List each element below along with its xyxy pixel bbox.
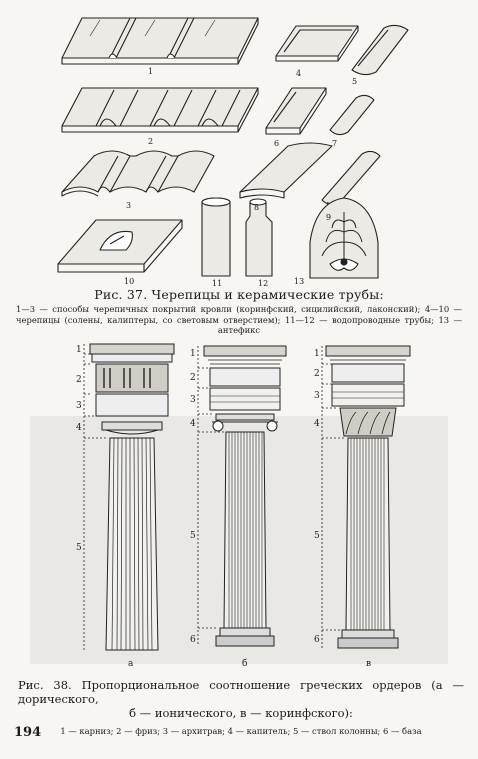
figure-38-legend: 1 — карниз; 2 — фриз; 3 — архитрав; 4 — капитель; 5 — ствол колонны; 6 — база [60,726,422,736]
corinthian-level-5: 5 [314,531,320,541]
tile-7 [330,95,374,134]
figure-37-caption [16,287,462,336]
tile-10 [58,220,182,272]
column-label-a: а [128,659,134,669]
label-5: 5 [352,77,358,86]
ionic-level-1: 1 [190,349,196,359]
corinthian-level-1: 1 [314,349,320,359]
corinthian-level-4: 4 [314,419,320,429]
corinthian-level-3: 3 [314,391,320,401]
ionic-level-4: 4 [190,419,196,429]
label-6: 6 [274,139,280,148]
ionic-level-2: 2 [190,373,196,383]
doric-level-2: 2 [76,375,82,385]
figure-37-title: Рис. 37. Черепицы и керамические трубы: [94,287,384,302]
tile-set-3 [62,151,214,196]
tile-6 [266,88,326,134]
label-8: 8 [254,203,260,212]
figure-37-legend: 1—3 — способы черепичных покрытий кровли (коринфский, сицилийский, лаконский); 4—10 — черепицы (солены, калиптеры, со световым отверстием); 11—12 — водопроводные трубы; 13 — антефикс [16,304,462,335]
label-3: 3 [126,201,132,210]
label-10: 10 [124,277,135,286]
tile-set-2 [62,88,258,132]
antefix-13 [310,198,378,278]
doric-level-1: 1 [76,345,82,355]
corinthian-level-6: 6 [314,635,320,645]
tile-set-1 [62,18,258,64]
ionic-level-5: 5 [190,531,196,541]
doric-level-5: 5 [76,543,82,553]
figure-38-title-line-1: Рис. 38. Пропорциональное соотношение греческих ордеров (а — дорического, [18,678,464,706]
label-2: 2 [148,137,154,146]
pipe-11 [202,198,230,276]
column-label-v: в [366,659,372,669]
figure-37-illustration [40,6,450,288]
label-12: 12 [258,279,269,288]
tile-8 [240,143,332,198]
label-1: 1 [148,67,154,76]
corinthian-level-2: 2 [314,369,320,379]
label-13: 13 [294,277,305,286]
page-number: 194 [14,725,42,740]
figure-38-title-line-2: б — ионического, в — коринфского): [129,706,353,720]
column-label-b: б [242,659,248,669]
label-7: 7 [332,139,338,148]
figure-38-title [18,678,464,720]
label-9: 9 [326,213,332,222]
doric-level-4: 4 [76,423,82,433]
label-11: 11 [212,279,223,288]
figure-38-caption [18,678,464,736]
ionic-level-6: 6 [190,635,196,645]
doric-level-3: 3 [76,401,82,411]
figure-38-illustration [0,338,478,678]
tile-5 [352,25,408,74]
ionic-level-3: 3 [190,395,196,405]
label-4: 4 [296,69,302,78]
tile-4 [276,26,358,61]
